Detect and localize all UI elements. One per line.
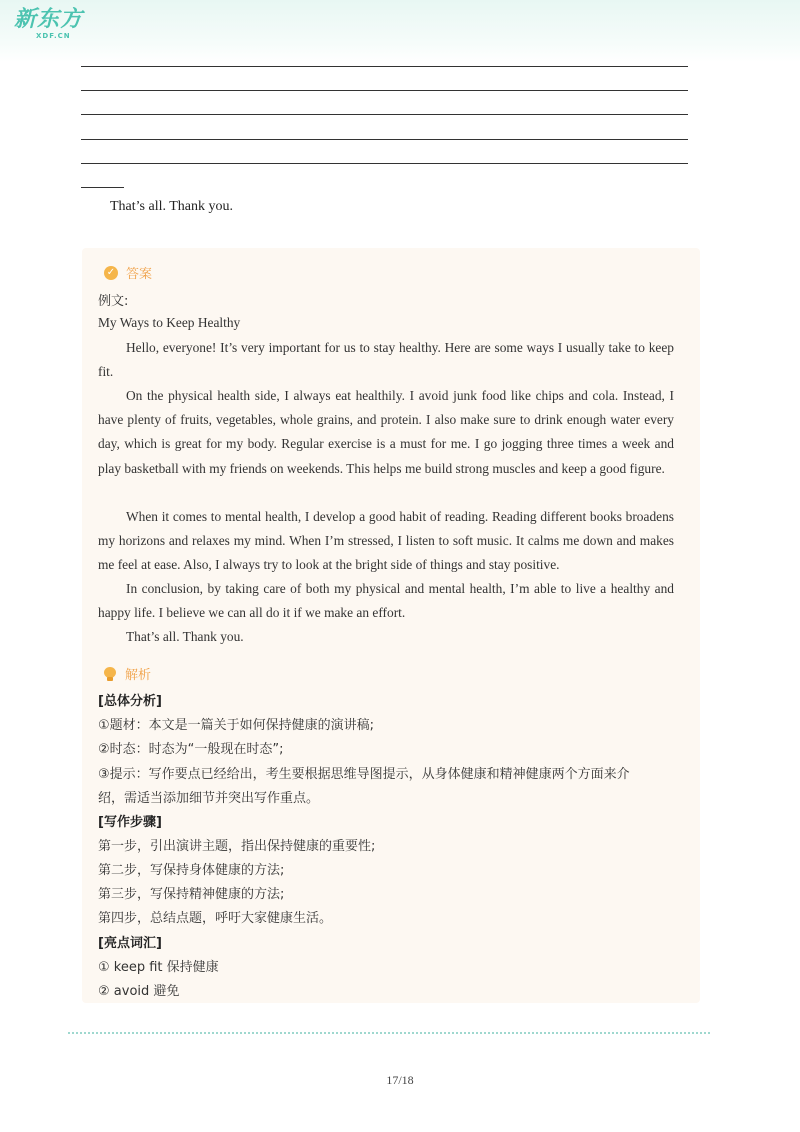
essay-closing: That’s all. Thank you. [126, 629, 244, 644]
lightbulb-icon [104, 667, 116, 681]
sample-intro: 例文: [98, 294, 129, 309]
brand-logo [14, 8, 84, 48]
logo-text: 新东方 [14, 7, 84, 32]
closing-text: That’s all. Thank you. [110, 199, 233, 214]
writing-line [81, 90, 688, 91]
page-number: 17/18 [386, 1073, 414, 1087]
answer-heading [104, 263, 152, 282]
answer-label: 答案 [126, 267, 153, 282]
overall-item: ①题材：本文是一篇关于如何保持健康的演讲稿; [98, 718, 375, 733]
analysis-label: 解析 [125, 668, 152, 683]
overall-item: ②时态：时态为“一般现在时态”; [98, 742, 284, 757]
essay-paragraph: In conclusion, by taking care of both my physical and mental health, I’m able to live a healthy and happy life. I believe we can all do it if we make an effort. [98, 581, 674, 621]
essay-paragraph: When it comes to mental health, I develop a good habit of reading. Reading different books broadens my horizons and relaxes my mind. When I’m stressed, I listen to soft music. It calms me down and makes me feel at ease. Also, I always try to look at the bright side of things and stay positive. [98, 509, 674, 573]
footer-separator [68, 1032, 710, 1034]
overall-item: ③提示：写作要点已经给出，考生要根据思维导图提示，从身体健康和精神健康两个方面来介 [98, 767, 630, 782]
writing-line [81, 139, 688, 140]
step-item: 第二步，写保持身体健康的方法; [98, 863, 285, 878]
writing-line [81, 163, 688, 164]
step-item: 第一步，引出演讲主题，指出保持健康的重要性; [98, 839, 376, 854]
writing-line [81, 66, 688, 67]
essay-paragraph: On the physical health side, I always eat healthily. I avoid junk food like chips and cola. Instead, I have plenty of fruits, vegetables, whole grains, and protein. I also make sure to drink enough water every day, which is great for my body. Regular exercise is a must for me. I go jogging three times a week and play basketball with my friends on weekends. This helps me build strong muscles and keep a good figure. [98, 388, 674, 476]
essay-title: My Ways to Keep Healthy [98, 315, 241, 330]
check-badge-icon: ✓ [104, 266, 118, 280]
writing-line [81, 114, 688, 115]
overall-item: 绍，需适当添加细节并突出写作重点。 [98, 791, 320, 806]
vocab-item: ② avoid 避免 [98, 984, 180, 999]
essay-paragraph: Hello, everyone! It’s very important for us to stay healthy. Here are some ways I usually take to keep fit. [98, 340, 674, 380]
vocab-heading: [亮点词汇] [98, 936, 162, 951]
overall-heading: [总体分析] [98, 694, 162, 709]
steps-heading: [写作步骤] [98, 815, 162, 830]
page-header [0, 0, 800, 62]
analysis-heading [104, 664, 151, 683]
logo-subtext: XDF.CN [36, 32, 71, 40]
writing-line-short [81, 187, 124, 188]
vocab-item: ① keep fit 保持健康 [98, 960, 219, 975]
step-item: 第四步，总结点题，呼吁大家健康生活。 [98, 911, 333, 926]
step-item: 第三步，写保持精神健康的方法; [98, 887, 285, 902]
